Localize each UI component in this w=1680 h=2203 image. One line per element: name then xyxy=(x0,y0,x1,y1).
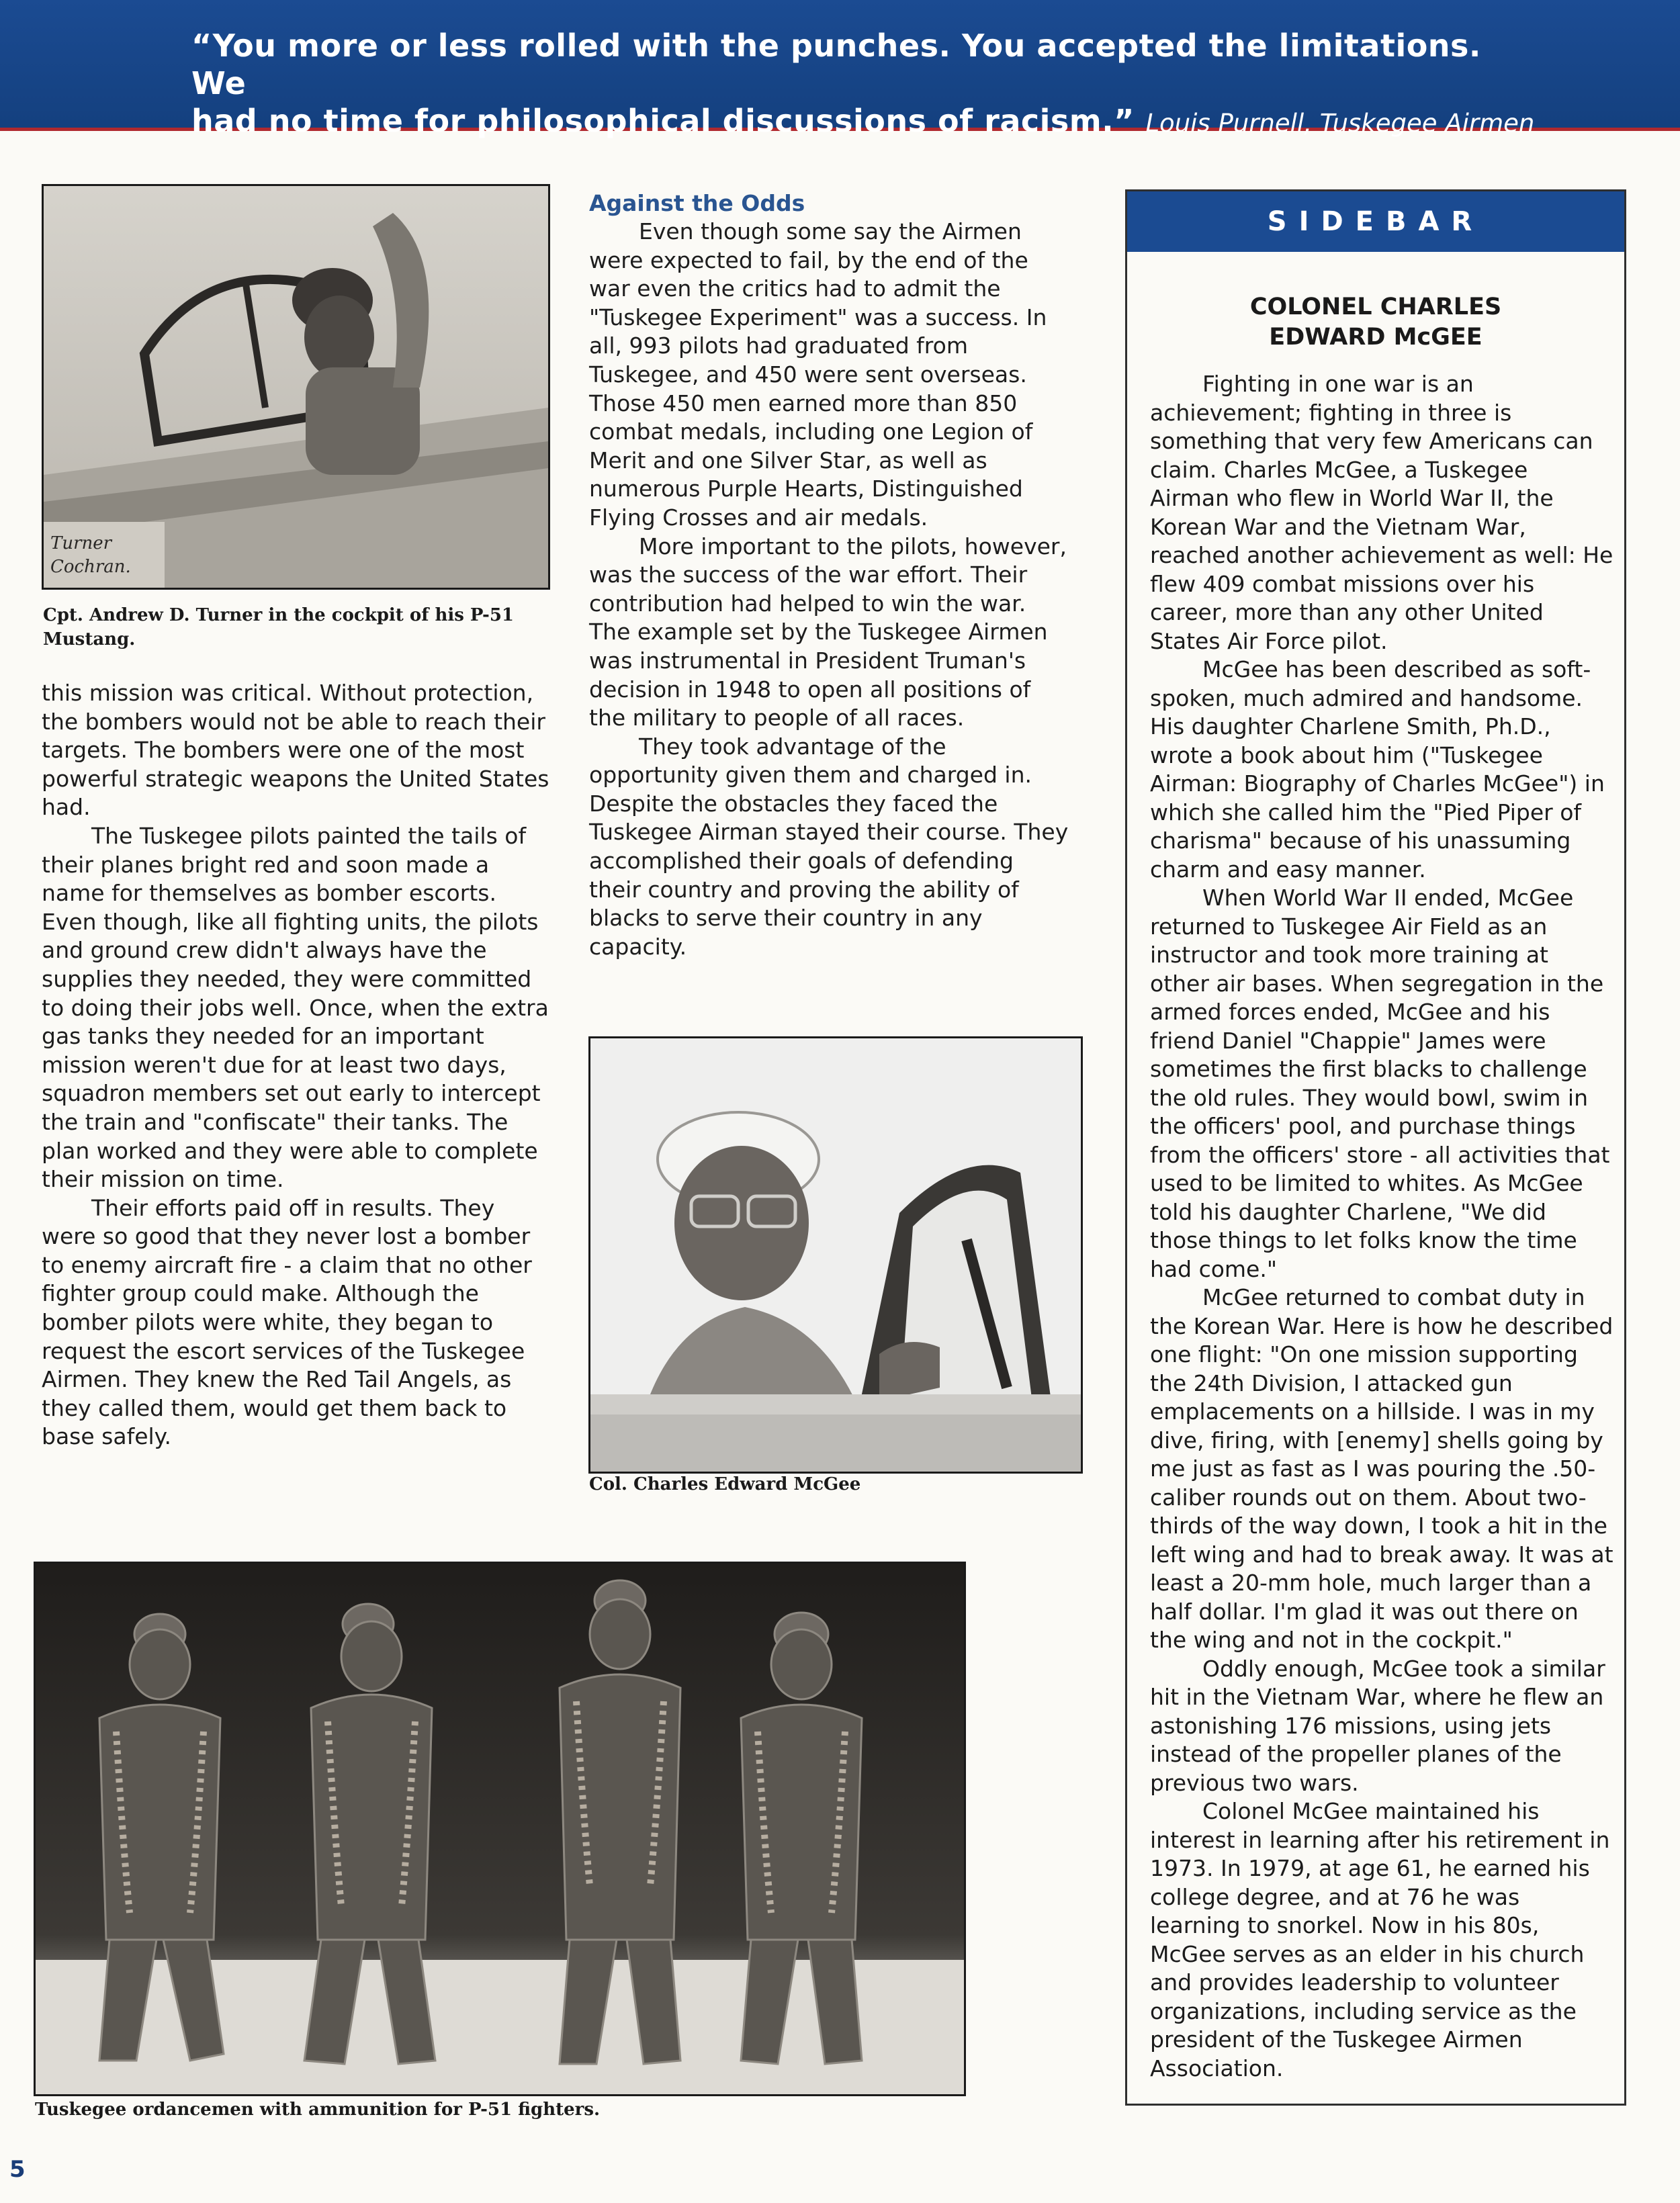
sidebar-title-line2: EDWARD McGEE xyxy=(1269,324,1483,351)
sidebar-label: SIDEBAR xyxy=(1127,191,1624,252)
page-number: 5 xyxy=(9,2156,26,2183)
sidebar-title-line1: COLONEL CHARLES xyxy=(1249,294,1502,320)
section-heading: Against the Odds xyxy=(589,190,805,216)
sidebar-paragraph-3: When World War II ended, McGee returned to Tuskegee Air Field as an instructor and took more training at other air bases. When segregation in the armed forces ended, McGee and his friend Daniel "Chappie" James were sometimes the first blacks to challenge the old rules. They would bowl, swim in the officers' pool, and purchase things from the officers' store - all activities that used to be limited to whites. As McGee told his daughter Charlene, "We did those things to let folks know the time had come." xyxy=(1150,885,1610,1282)
sidebar-paragraph-1: Fighting in one war is an achievement; fighting in three is something that very few Americans can claim. Charles McGee, a Tuskegee Airman who flew in World War II, the Korean War and the Vietnam War, reached another achievement as well: He flew 409 combat missions over his career, more than any other United States Air Force pilot. xyxy=(1150,371,1613,654)
caption-ordnancemen: Tuskegee ordancemen with ammunition for P-51 fighters. xyxy=(35,2100,601,2120)
middle-paragraph-1: Even though some say the Airmen were expected to fail, by the end of the war even the critics had to admit the "Tuskegee Experiment" was a success. In all, 993 pilots had graduated from Tuskegee, and 450 were sent overseas. Those 450 men earned more than 850 combat medals, including one Legion of Merit and one Silver Star, as well as numerous Purple Hearts, Distinguished Flying Crosses and air medals. xyxy=(589,218,1047,531)
sidebar-paragraph-4: McGee returned to combat duty in the Korean War. Here is how he described one flight: "On one mission supporting the 24th Division, I attacked gun emplacements on a hillside. I was in my dive, firing, with [enemy] shells going by me just as fast as I was pouring the .50-caliber rounds out on them. About two-thirds of the way down, I took a hit in the left wing and had to break away. It was at least a 20-mm hole, much larger than a half dollar. I'm glad it was out there on the wing and not in the cockpit." xyxy=(1150,1284,1613,1653)
sidebar-paragraph-6: Colonel McGee maintained his interest in learning after his retirement in 1973. In 1979, at age 61, he earned his college degree, and at 76 he was learning to snorkel. Now in his 80s, McGee serves as an elder in his church and provides leadership to volunteer organizations, including service as the president of the Tuskegee Airmen Association. xyxy=(1150,1798,1610,2081)
nose-text-turner: Turner xyxy=(50,533,112,553)
photo-mcgee xyxy=(588,1036,1083,1474)
caption-turner: Cpt. Andrew D. Turner in the cockpit of his P-51 Mustang. xyxy=(43,605,515,649)
sidebar-title xyxy=(1127,292,1624,353)
sidebar-paragraph-2: McGee has been described as soft-spoken, much admired and handsome. His daughter Charlene Smith, Ph.D., wrote a book about him ("Tuskegee Airman: Biography of Charles McGee") in which she called him the "Pied Piper of charisma" because of his unassuming charm and easy manner. xyxy=(1150,656,1605,883)
sidebar-body xyxy=(1150,370,1613,2083)
sidebar-box xyxy=(1125,189,1626,2106)
photo-turner-cockpit xyxy=(42,184,550,590)
nose-text-cochran: Cochran. xyxy=(50,557,131,577)
left-paragraph-1: this mission was critical. Without protection, the bombers would not be able to reach their targets. The bombers were one of the most powerful strategic weapons the United States had. xyxy=(42,680,549,821)
photo-mcgee-image xyxy=(590,1038,1081,1472)
banner-attribution: Louis Purnell, Tuskegee Airmen xyxy=(1145,109,1535,138)
banner-quote xyxy=(191,27,1535,142)
photo-ordnancemen-image xyxy=(36,1564,964,2094)
caption-mcgee: Col. Charles Edward McGee xyxy=(589,1474,861,1494)
quote-banner xyxy=(0,0,1680,139)
banner-quote-line1: “You more or less rolled with the punches. You accepted the limitations. We xyxy=(191,28,1481,101)
photo-ordnancemen xyxy=(34,1562,966,2096)
left-paragraph-2: The Tuskegee pilots painted the tails of their planes bright red and soon made a name for themselves as bomber escorts. Even though, like all fighting units, the pilots and ground crew didn't always have the supplies they needed, they were committed to doing their jobs well. Once, when the extra gas tanks they needed for an important mission weren't due for at least two days, squadron members set out early to intercept the train and "confiscate" their tanks. The plan worked and they were able to complete their mission on time. xyxy=(42,822,549,1193)
photo-turner-image xyxy=(44,186,548,588)
left-paragraph-3: Their efforts paid off in results. They were so good that they never lost a bomber to enemy aircraft fire - a claim that no other fighter group could make. Although the bomber pilots were white, they began to request the escort services of the Tuskegee Airmen. They knew the Red Tail Angels, as they called them, would get them back to base safely. xyxy=(42,1194,532,1450)
column-middle xyxy=(589,189,1069,961)
sidebar-paragraph-5: Oddly enough, McGee took a similar hit in the Vietnam War, where he flew an astonishing 176 missions, using jets instead of the propeller planes of the previous two wars. xyxy=(1150,1655,1605,1796)
middle-paragraph-2: More important to the pilots, however, was the success of the war effort. Their contribution had helped to win the war. The example set by the Tuskegee Airmen was instrumental in President Truman's decision in 1948 to open all positions of the military to people of all races. xyxy=(589,533,1067,731)
banner-quote-line2: had no time for philosophical discussions of racism.” xyxy=(191,103,1135,139)
middle-paragraph-3: They took advantage of the opportunity given them and charged in. Despite the obstacles they faced the Tuskegee Airman stayed their course. They accomplished their goals of defending their country and proving the ability of blacks to serve their country in any capacity. xyxy=(589,733,1069,960)
column-left xyxy=(42,679,552,1451)
